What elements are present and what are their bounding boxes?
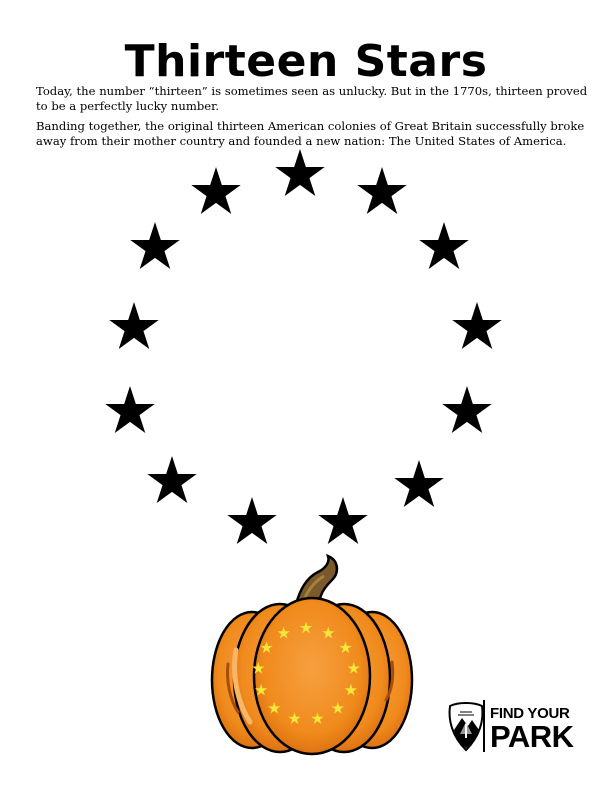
star-icon (109, 302, 158, 349)
star-icon (442, 386, 491, 433)
star-icon (394, 460, 443, 507)
star-icon (318, 497, 367, 544)
find-your-park-wordmark (490, 706, 574, 752)
star-icon (191, 167, 240, 214)
star-icon (147, 456, 196, 503)
page-title: Thirteen Stars (124, 36, 488, 87)
star-icon (227, 497, 276, 544)
logo-line-2: PARK (490, 719, 574, 754)
nps-arrowhead-icon (446, 700, 486, 752)
star-icon (275, 149, 324, 196)
intro-paragraph: Today, the number “thirteen” is sometimes seen as unlucky. But in the 1770s, thirteen proved to be a perfectly lucky number. (36, 84, 588, 113)
thirteen-stars-circle (105, 149, 501, 544)
star-icon (357, 167, 406, 214)
history-paragraph: Banding together, the original thirteen American colonies of Great Britain successfully broke away from their mother country and founded a new nation: The United States of America. (36, 119, 585, 148)
star-icon (130, 222, 179, 269)
logo-divider (483, 700, 485, 752)
star-icon (419, 222, 468, 269)
star-icon (452, 302, 501, 349)
pumpkin-illustration (212, 556, 412, 754)
star-icon (105, 386, 154, 433)
logo-line-1: FIND YOUR (490, 705, 570, 722)
